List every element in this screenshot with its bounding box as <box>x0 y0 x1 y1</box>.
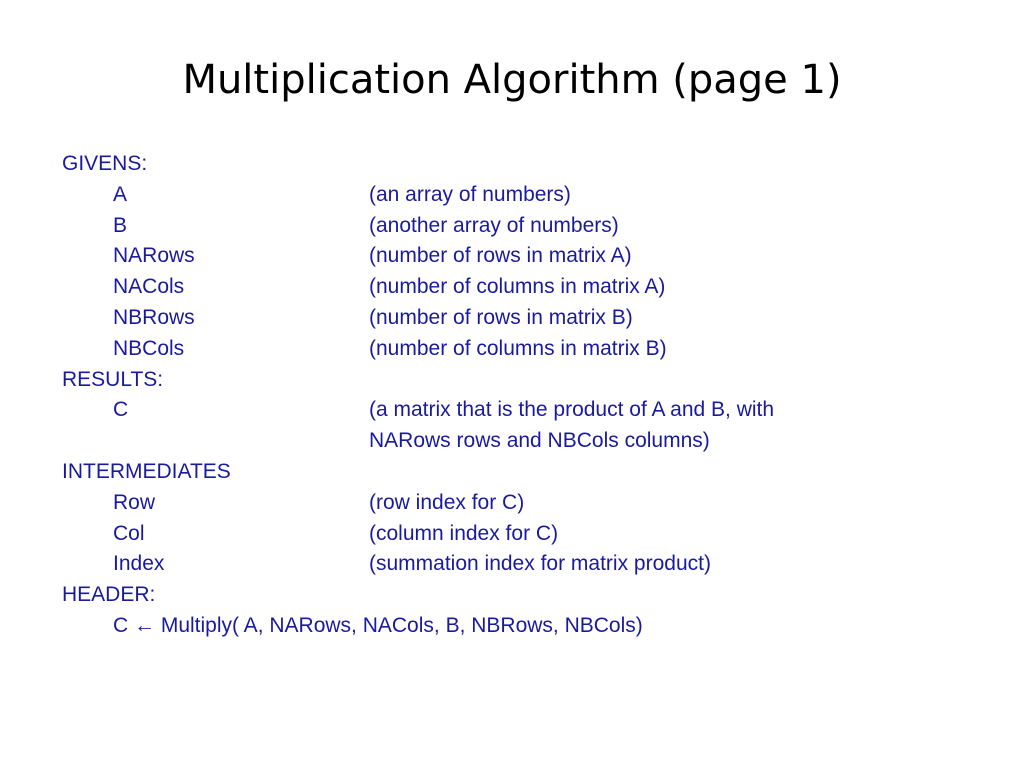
list-item <box>62 211 1002 242</box>
function-signature-text: C ← Multiply( A, NARows, NACols, B, NBRows, NBCols) <box>113 613 643 637</box>
section-heading-results <box>62 365 1002 396</box>
list-item <box>62 488 1002 519</box>
variable-description: (number of columns in matrix A) <box>369 275 666 299</box>
list-item <box>62 519 1002 550</box>
variable-description: (number of columns in matrix B) <box>369 336 667 360</box>
list-item <box>62 334 1002 365</box>
list-item <box>62 549 1002 580</box>
variable-name: NBCols <box>113 336 185 360</box>
variable-name: NARows <box>113 244 195 268</box>
slide-content <box>62 149 1002 642</box>
slide-title: Multiplication Algorithm (page 1) <box>182 57 842 103</box>
variable-description: (row index for C) <box>369 490 525 514</box>
variable-name: Row <box>113 490 156 514</box>
list-item-continuation <box>62 426 1002 457</box>
heading-text: GIVENS: <box>62 152 148 175</box>
list-item <box>62 241 1002 272</box>
section-heading-givens <box>62 149 1002 180</box>
list-item <box>62 395 1002 426</box>
variable-description: (summation index for matrix product) <box>369 552 711 576</box>
variable-name: Index <box>113 552 165 576</box>
variable-description: (number of rows in matrix A) <box>369 244 632 268</box>
variable-name: A <box>113 182 128 206</box>
function-signature <box>62 611 1002 642</box>
list-item <box>62 303 1002 334</box>
variable-name: NBRows <box>113 305 195 329</box>
variable-name: C <box>113 398 129 422</box>
variable-description: (an array of numbers) <box>369 182 571 206</box>
variable-description: (column index for C) <box>369 521 559 545</box>
variable-description-continued: NARows rows and NBCols columns) <box>369 429 710 453</box>
heading-text: INTERMEDIATES <box>62 459 231 483</box>
variable-name: NACols <box>113 275 185 299</box>
section-heading-header <box>62 580 1002 611</box>
variable-description: (number of rows in matrix B) <box>369 305 633 329</box>
variable-description: (another array of numbers) <box>369 213 619 237</box>
heading-text: RESULTS: <box>62 367 164 391</box>
list-item <box>62 272 1002 303</box>
variable-name: B <box>113 213 128 237</box>
variable-description: (a matrix that is the product of A and B, with <box>369 398 775 422</box>
heading-text: HEADER: <box>62 583 156 607</box>
section-heading-intermediates <box>62 457 1002 488</box>
variable-name: Col <box>113 521 145 545</box>
list-item <box>62 180 1002 211</box>
